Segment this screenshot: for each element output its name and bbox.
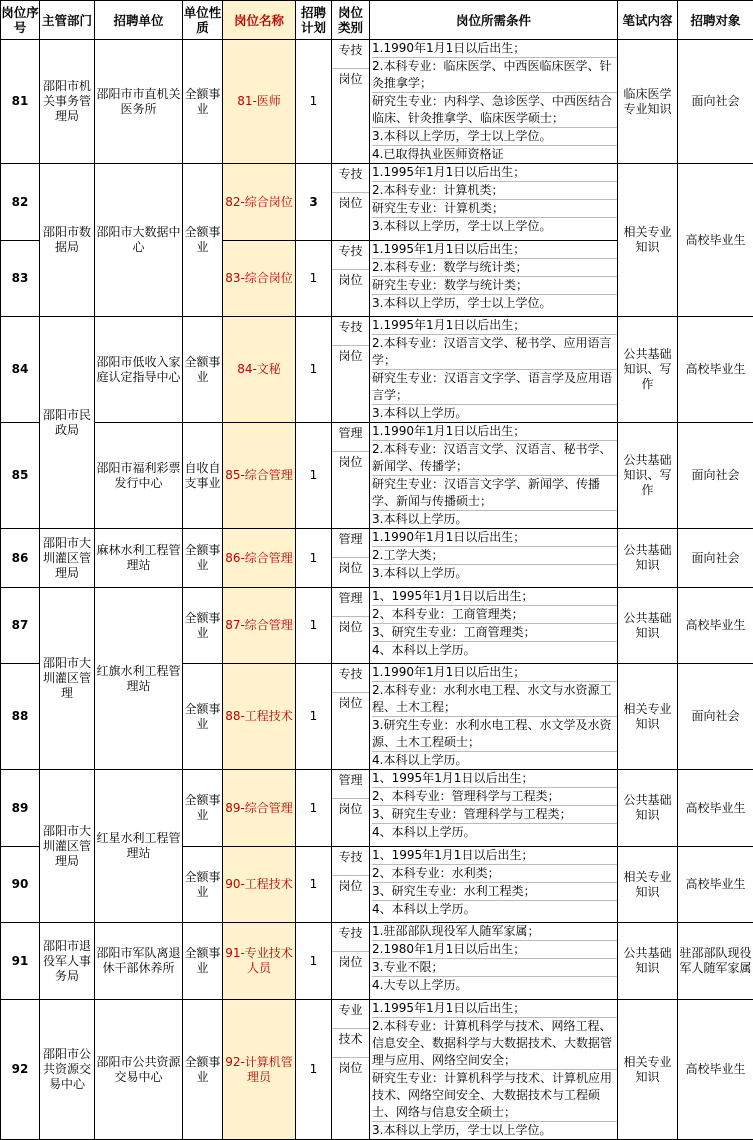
category-cell [332,1000,370,1140]
conditions-cell [370,770,618,847]
conditions-cell [370,529,618,588]
table-row [1,317,753,423]
position-cell: 87-综合管理 [223,588,296,664]
table-row [1,529,753,588]
category-line: 专技 [332,164,369,193]
exam-cell: 公共基础知识、写作 [618,423,678,529]
nature-cell: 全额事业 [183,40,223,164]
category-line: 岗位 [332,876,369,905]
category-line: 专业 [332,1000,369,1029]
condition-line: 4、本科以上学历。 [372,642,617,659]
condition-line: 3、研究生专业：水利工程类； [372,883,617,901]
row-seq: 86 [1,529,40,588]
category-line: 管理 [332,588,369,617]
category-line: 岗位 [332,617,369,646]
conditions-cell [370,40,618,164]
table-row [1,923,753,1000]
category-line: 岗位 [332,193,369,222]
nature-cell: 全额事业 [183,770,223,847]
target-cell: 高校毕业生 [678,317,753,423]
condition-line: 2.本科专业：水利水电工程、水文与水资源工程、土木工程； [372,682,617,717]
header-exam: 笔试内容 [618,1,678,40]
header-position: 岗位名称 [223,1,296,40]
quota-cell: 1 [296,317,332,423]
header-seq: 岗位序号 [1,1,40,40]
dept-cell: 邵阳市退役军人事务局 [40,923,95,1000]
row-seq: 92 [1,1000,40,1140]
row-seq: 88 [1,664,40,770]
conditions-cell [370,164,618,241]
nature-cell: 全额事业 [183,923,223,1000]
unit-cell: 邵阳市低收入家庭认定指导中心 [95,317,183,423]
nature-cell: 全额事业 [183,317,223,423]
category-line: 岗位 [332,452,369,481]
header-unit: 招聘单位 [95,1,183,40]
condition-line: 2、本科专业：管理科学与工程类； [372,788,617,806]
condition-line: 研究生专业：计算机科学与技术、计算机应用技术、网络空间安全、大数据技术与工程硕士、网络与信息安全硕士； [372,1070,617,1122]
conditions-cell [370,423,618,529]
category-line: 专技 [332,40,369,69]
condition-line: 研究生专业：汉语言文字学、语言学及应用语言学； [372,370,617,405]
condition-line: 4.大专以上学历。 [372,977,617,994]
category-cell [332,164,370,241]
category-line: 专技 [332,317,369,346]
condition-line: 2.本科专业：计算机科学与技术、网络工程、信息安全、数据科学与大数据技术、大数据管理与应用、网络空间安全； [372,1018,617,1070]
header-target: 招聘对象 [678,1,753,40]
category-cell [332,847,370,923]
condition-line: 2.本科专业：汉语言文学、汉语言、秘书学、新闻学、传播学； [372,441,617,476]
nature-cell: 全额事业 [183,588,223,664]
quota-cell: 1 [296,40,332,164]
condition-line: 2.本科专业：计算机类； [372,182,617,200]
header-row [1,1,753,40]
row-seq: 91 [1,923,40,1000]
exam-cell: 相关专业知识 [618,164,678,317]
unit-cell: 邵阳市市直机关医务所 [95,40,183,164]
condition-line: 3.本科以上学历，学士以上学位。 [372,128,617,146]
category-line: 岗位 [332,693,369,722]
unit-cell: 邵阳市福利彩票发行中心 [95,423,183,529]
nature-cell: 全额事业 [183,1000,223,1140]
target-cell: 高校毕业生 [678,588,753,664]
quota-cell: 1 [296,423,332,529]
position-cell: 92-计算机管理员 [223,1000,296,1140]
condition-line: 3.本科以上学历。 [372,565,617,582]
row-seq: 84 [1,317,40,423]
category-line: 岗位 [332,558,369,587]
condition-line: 1.1995年1月1日以后出生； [372,241,617,259]
condition-line: 3.本科以上学历，学士以上学位。 [372,295,617,312]
row-seq: 83 [1,241,40,317]
condition-line: 3、研究生专业：管理科学与工程类； [372,806,617,824]
category-cell [332,40,370,164]
quota-cell: 1 [296,588,332,664]
exam-cell: 相关专业知识 [618,847,678,923]
unit-cell: 邵阳市大数据中心 [95,164,183,317]
condition-line: 2.本科专业：汉语言文学、秘书学、应用语言学； [372,335,617,370]
conditions-cell [370,317,618,423]
condition-line: 1.1990年1月1日以后出生； [372,423,617,441]
category-cell [332,664,370,770]
row-seq: 90 [1,847,40,923]
category-line: 管理 [332,423,369,452]
quota-cell: 1 [296,664,332,770]
dept-cell: 邵阳市民政局 [40,317,95,529]
quota-cell: 1 [296,770,332,847]
condition-line: 3.专业不限； [372,959,617,977]
exam-cell: 相关专业知识 [618,1000,678,1140]
category-line: 专技 [332,847,369,876]
quota-cell: 1 [296,923,332,1000]
condition-line: 研究生专业：数学与统计类； [372,277,617,295]
dept-cell: 邵阳市大圳灌区管理 [40,588,95,770]
condition-line: 1.1990年1月1日以后出生； [372,529,617,547]
category-line: 专技 [332,241,369,270]
condition-line: 1、1995年1月1日以后出生； [372,847,617,865]
unit-cell: 红星水利工程管理站 [95,770,183,923]
unit-cell: 邵阳市军队离退休干部休养所 [95,923,183,1000]
target-cell: 高校毕业生 [678,770,753,847]
condition-line: 1.1990年1月1日以后出生； [372,664,617,682]
target-cell: 面向社会 [678,423,753,529]
target-cell: 驻邵部队现役军人随军家属 [678,923,753,1000]
table-row [1,40,753,164]
unit-cell: 红旗水利工程管理站 [95,588,183,770]
dept-cell: 邵阳市公共资源交易中心 [40,1000,95,1140]
category-cell [332,923,370,1000]
unit-cell: 麻林水利工程管理站 [95,529,183,588]
target-cell: 面向社会 [678,664,753,770]
quota-cell: 1 [296,241,332,317]
nature-cell: 自收自支事业 [183,423,223,529]
position-cell: 82-综合岗位 [223,164,296,241]
header-nature: 单位性质 [183,1,223,40]
condition-line: 1、1995年1月1日以后出生； [372,588,617,606]
target-cell: 高校毕业生 [678,164,753,317]
exam-cell: 公共基础知识 [618,770,678,847]
category-line: 技术 [332,1029,369,1058]
condition-line: 4.本科以上学历。 [372,752,617,769]
table-row [1,423,753,529]
quota-cell: 1 [296,1000,332,1140]
row-seq: 82 [1,164,40,241]
target-cell: 高校毕业生 [678,847,753,923]
row-seq: 85 [1,423,40,529]
category-cell [332,588,370,664]
table-row [1,164,753,241]
conditions-cell [370,664,618,770]
condition-line: 2.工学大类； [372,547,617,565]
position-cell: 90-工程技术 [223,847,296,923]
category-line: 专技 [332,664,369,693]
condition-line: 3.本科以上学历。 [372,405,617,422]
category-line: 岗位 [332,799,369,828]
condition-line: 研究生专业：汉语言文字学、新闻学、传播学、新闻与传播硕士； [372,476,617,511]
exam-cell: 公共基础知识 [618,923,678,1000]
conditions-cell [370,241,618,317]
nature-cell: 全额事业 [183,529,223,588]
quota-cell: 1 [296,529,332,588]
conditions-cell [370,847,618,923]
quota-cell: 1 [296,847,332,923]
quota-cell: 3 [296,164,332,241]
exam-cell: 公共基础知识 [618,529,678,588]
position-cell: 83-综合岗位 [223,241,296,317]
condition-line: 4、本科以上学历。 [372,901,617,918]
header-dept: 主管部门 [40,1,95,40]
condition-line: 1.1995年1月1日以后出生； [372,317,617,335]
position-cell: 85-综合管理 [223,423,296,529]
category-line: 管理 [332,529,369,558]
category-cell [332,241,370,317]
dept-cell: 邵阳市大圳灌区管理局 [40,529,95,588]
condition-line: 2、本科专业：水利类； [372,865,617,883]
header-quota: 招聘计划 [296,1,332,40]
condition-line: 3.本科以上学历，学士以上学位。 [372,218,617,235]
position-cell: 88-工程技术 [223,664,296,770]
category-cell [332,317,370,423]
table-row [1,1000,753,1140]
condition-line: 2.本科专业：临床医学、中西医临床医学、针灸推拿学； [372,58,617,93]
condition-line: 研究生专业：内科学、急诊医学、中西医结合临床、针灸推拿学、临床医学硕士； [372,93,617,128]
condition-line: 1.1995年1月1日以后出生； [372,1000,617,1018]
conditions-cell [370,1000,618,1140]
header-category: 岗位类别 [332,1,370,40]
condition-line: 3、研究生专业：工商管理类； [372,624,617,642]
nature-cell: 全额事业 [183,664,223,770]
position-cell: 84-文秘 [223,317,296,423]
row-seq: 89 [1,770,40,847]
category-cell [332,529,370,588]
category-line: 管理 [332,770,369,799]
table-row [1,770,753,847]
header-conditions: 岗位所需条件 [370,1,618,40]
exam-cell: 临床医学专业知识 [618,40,678,164]
dept-cell: 邵阳市数据局 [40,164,95,317]
category-cell [332,423,370,529]
target-cell: 高校毕业生 [678,1000,753,1140]
unit-cell: 邵阳市公共资源交易中心 [95,1000,183,1140]
condition-line: 1、1995年1月1日以后出生； [372,770,617,788]
exam-cell: 公共基础知识 [618,588,678,664]
target-cell: 面向社会 [678,40,753,164]
conditions-cell [370,923,618,1000]
table-row [1,588,753,664]
row-seq: 87 [1,588,40,664]
condition-line: 3.本科以上学历，学士以上学位。 [372,1122,617,1139]
condition-line: 2、本科专业：工商管理类； [372,606,617,624]
position-cell: 81-医师 [223,40,296,164]
condition-line: 2.本科专业：数学与统计类； [372,259,617,277]
category-cell [332,770,370,847]
condition-line: 1.驻邵部队现役军人随军家属； [372,923,617,941]
condition-line: 4.已取得执业医师资格证 [372,146,617,163]
exam-cell: 相关专业知识 [618,664,678,770]
exam-cell: 公共基础知识、写作 [618,317,678,423]
condition-line: 1.1995年1月1日以后出生； [372,164,617,182]
category-line: 岗位 [332,346,369,375]
category-line: 岗位 [332,69,369,98]
dept-cell: 邵阳市大圳灌区管理局 [40,770,95,923]
position-cell: 89-综合管理 [223,770,296,847]
category-line: 专技 [332,923,369,952]
position-cell: 86-综合管理 [223,529,296,588]
nature-cell: 全额事业 [183,164,223,317]
category-line: 岗位 [332,270,369,299]
dept-cell: 邵阳市机关事务管理局 [40,40,95,164]
condition-line: 4、本科以上学历。 [372,824,617,841]
condition-line: 2.1980年1月1日以后出生； [372,941,617,959]
category-line: 岗位 [332,1058,369,1087]
conditions-cell [370,588,618,664]
position-cell: 91-专业技术人员 [223,923,296,1000]
condition-line: 研究生专业：计算机类； [372,200,617,218]
condition-line: 1.1990年1月1日以后出生； [372,40,617,58]
condition-line: 3.研究生专业：水利水电工程、水文学及水资源、土木工程硕士； [372,717,617,752]
nature-cell: 全额事业 [183,847,223,923]
row-seq: 81 [1,40,40,164]
condition-line: 3.本科以上学历。 [372,511,617,528]
category-line: 岗位 [332,952,369,981]
target-cell: 面向社会 [678,529,753,588]
